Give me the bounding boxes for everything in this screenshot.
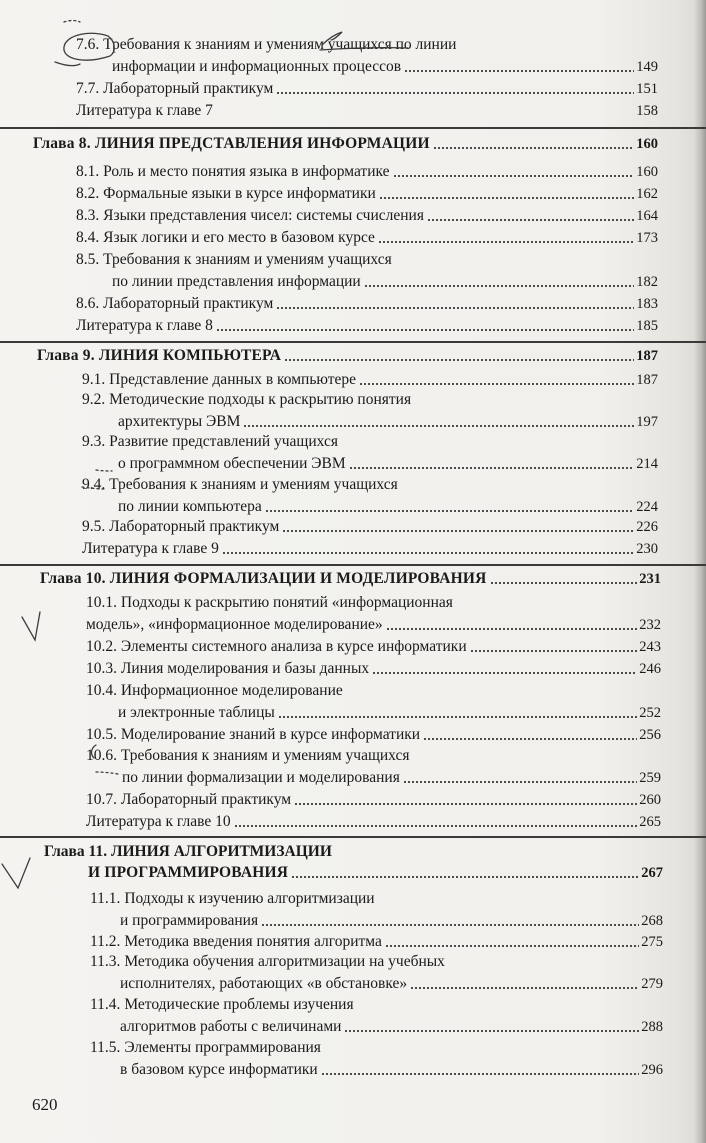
entry-page: 162 [636, 186, 658, 202]
underline-mark-icon [55, 62, 80, 66]
entry-number: 8.4. [76, 229, 100, 246]
entry-title: Языки представления чисел: системы счисления [103, 207, 424, 224]
entry-title: Литература к главе 9 [82, 540, 219, 557]
entry-title: Подходы к раскрытию понятий «информационная [120, 594, 453, 611]
entry-number: 11.4. [90, 996, 121, 1013]
entry-number: 9.2. [82, 391, 106, 408]
entry-title: Литература к главе 8 [76, 317, 213, 334]
chapter-title: Глава 11. ЛИНИЯ АЛГОРИТМИЗАЦИИ [44, 843, 332, 860]
chapter-page: 267 [641, 865, 663, 881]
entry-title: в базовом курсе информатики [120, 1061, 318, 1078]
entry-number: 7.6. [76, 36, 100, 53]
entry-number: 10.5. [86, 726, 117, 743]
entry-page: 256 [639, 727, 661, 743]
entry-page: 185 [636, 318, 658, 334]
entry-page: 259 [639, 770, 661, 786]
entry-title: Формальные языки в курсе информатики [103, 185, 376, 202]
entry-page: 265 [639, 814, 661, 830]
entry-title: о программном обеспечении ЭВМ [118, 455, 346, 472]
entry-title: Роль и место понятия языка в информатике [103, 163, 390, 180]
pen-stroke-icon [322, 32, 342, 45]
chapter-page: 187 [636, 348, 658, 364]
entry-page: 173 [636, 230, 658, 246]
entry-number: 11.2. [90, 933, 121, 950]
entry-page: 149 [636, 59, 658, 75]
entry-title: и электронные таблицы [118, 704, 275, 721]
entry-number: 10.1. [86, 594, 117, 611]
entry-title: Развитие представлений учащихся [109, 433, 338, 450]
entry-page: 243 [639, 639, 661, 655]
entry-page: 214 [636, 456, 658, 472]
pencil-dash-icon [96, 470, 112, 471]
entry-number: 9.3. [82, 433, 106, 450]
entry-title: Методика введения понятия алгоритма [124, 933, 382, 950]
entry-page: 288 [641, 1019, 663, 1035]
entry-title: Элементы программирования [124, 1039, 321, 1056]
entry-title: исполнителях, работающих «в обстановке» [120, 975, 408, 992]
pencil-dash-icon [64, 21, 80, 23]
chapter-title: И ПРОГРАММИРОВАНИЯ [88, 864, 289, 881]
entry-title: Требования к знаниям и умениям учащихся [103, 251, 392, 268]
entry-title: и программирования [120, 912, 259, 929]
entry-page: 246 [639, 661, 661, 677]
entry-number: 10.6. [86, 747, 117, 764]
entry-title: Подходы к изучению алгоритмизации [124, 890, 375, 907]
entry-title: по линии компьютера [118, 498, 262, 515]
entry-number: 9.4. [82, 476, 106, 493]
entry-title: Лабораторный практикум [103, 80, 274, 97]
entry-number: 11.1. [90, 890, 121, 907]
entry-page: 187 [636, 372, 658, 388]
entry-number: 8.3. [76, 207, 100, 224]
entry-title: Лабораторный практикум [120, 791, 292, 808]
entry-title: по линии формализации и моделирования [122, 769, 400, 786]
entry-title: Лабораторный практикум [103, 295, 274, 312]
entry-title: Методические проблемы изучения [124, 996, 354, 1013]
entry-page: 268 [641, 913, 663, 929]
chapter-page: 231 [639, 571, 661, 587]
entry-title: архитектуры ЭВМ [118, 413, 241, 430]
entry-title: Элементы системного анализа в курсе информатики [120, 638, 467, 655]
entry-title: Информационное моделирование [120, 682, 343, 699]
entry-number: 8.6. [76, 295, 100, 312]
entry-page: 160 [636, 164, 658, 180]
entry-title: Литература к главе 7 [76, 102, 213, 119]
entry-number: 8.5. [76, 251, 100, 268]
entry-title: Линия моделирования и базы данных [120, 660, 370, 677]
pencil-tick-icon [92, 745, 96, 758]
pencil-dash-icon [82, 487, 104, 489]
pencil-dash-icon [96, 772, 118, 774]
entry-page: 151 [636, 81, 658, 97]
page-number: 620 [32, 1095, 58, 1114]
circle-mark-icon [64, 33, 114, 60]
entry-page: 230 [636, 541, 658, 557]
check-mark-icon [22, 612, 40, 640]
entry-page: 252 [639, 705, 661, 721]
entry-number: 9.1. [82, 371, 106, 388]
entry-number: 8.2. [76, 185, 100, 202]
entry-number: 8.1. [76, 163, 100, 180]
entry-number: 11.5. [90, 1039, 121, 1056]
entry-page: 296 [641, 1062, 663, 1078]
entry-page: 226 [636, 519, 658, 535]
entry-title: Методика обучения алгоритмизации на учебных [124, 953, 445, 970]
entry-page: 182 [636, 274, 658, 290]
strike-mark-icon [320, 48, 408, 50]
entry-title: Язык логики и его место в базовом курсе [103, 229, 375, 246]
entry-number: 10.4. [86, 682, 117, 699]
chapter-title: Глава 8. ЛИНИЯ ПРЕДСТАВЛЕНИЯ ИНФОРМАЦИИ [33, 135, 430, 152]
entry-title: по линии представления информации [112, 273, 361, 290]
entry-title: алгоритмов работы с величинами [120, 1018, 342, 1035]
entry-title: модель», «информационное моделирование» [86, 616, 383, 633]
entry-page: 183 [636, 296, 658, 312]
entry-title: Моделирование знаний в курсе информатики [120, 726, 421, 743]
entry-title: Литература к главе 10 [86, 813, 231, 830]
chapter-title: Глава 10. ЛИНИЯ ФОРМАЛИЗАЦИИ И МОДЕЛИРОВАНИЯ [40, 570, 487, 587]
entry-title: Требования к знаниям и умениям учащихся [120, 747, 410, 764]
entry-title: Требования к знаниям и умениям учащихся [109, 476, 398, 493]
entry-number: 11.3. [90, 953, 121, 970]
chapter-title: Глава 9. ЛИНИЯ КОМПЬЮТЕРА [37, 347, 282, 364]
entry-title: Требования к знаниям и умениям учащихся по линии [103, 36, 457, 53]
entry-number: 10.3. [86, 660, 117, 677]
entry-title: Лабораторный практикум [109, 518, 280, 535]
entry-page: 275 [641, 934, 663, 950]
entry-page: 158 [636, 103, 658, 119]
entry-title: Методические подходы к раскрытию понятия [109, 391, 412, 408]
check-mark-icon [2, 858, 30, 888]
chapter-page: 160 [636, 136, 658, 152]
entry-page: 164 [636, 208, 658, 224]
entry-page: 197 [636, 414, 658, 430]
entry-number: 10.2. [86, 638, 117, 655]
entry-page: 260 [639, 792, 661, 808]
entry-number: 9.5. [82, 518, 106, 535]
entry-page: 232 [639, 617, 661, 633]
entry-title: информации и информационных процессов [112, 58, 402, 75]
entry-page: 279 [641, 976, 663, 992]
entry-title: Представление данных в компьютере [109, 371, 357, 388]
entry-page: 224 [636, 499, 658, 515]
entry-number: 7.7. [76, 80, 100, 97]
entry-number: 10.7. [86, 791, 117, 808]
